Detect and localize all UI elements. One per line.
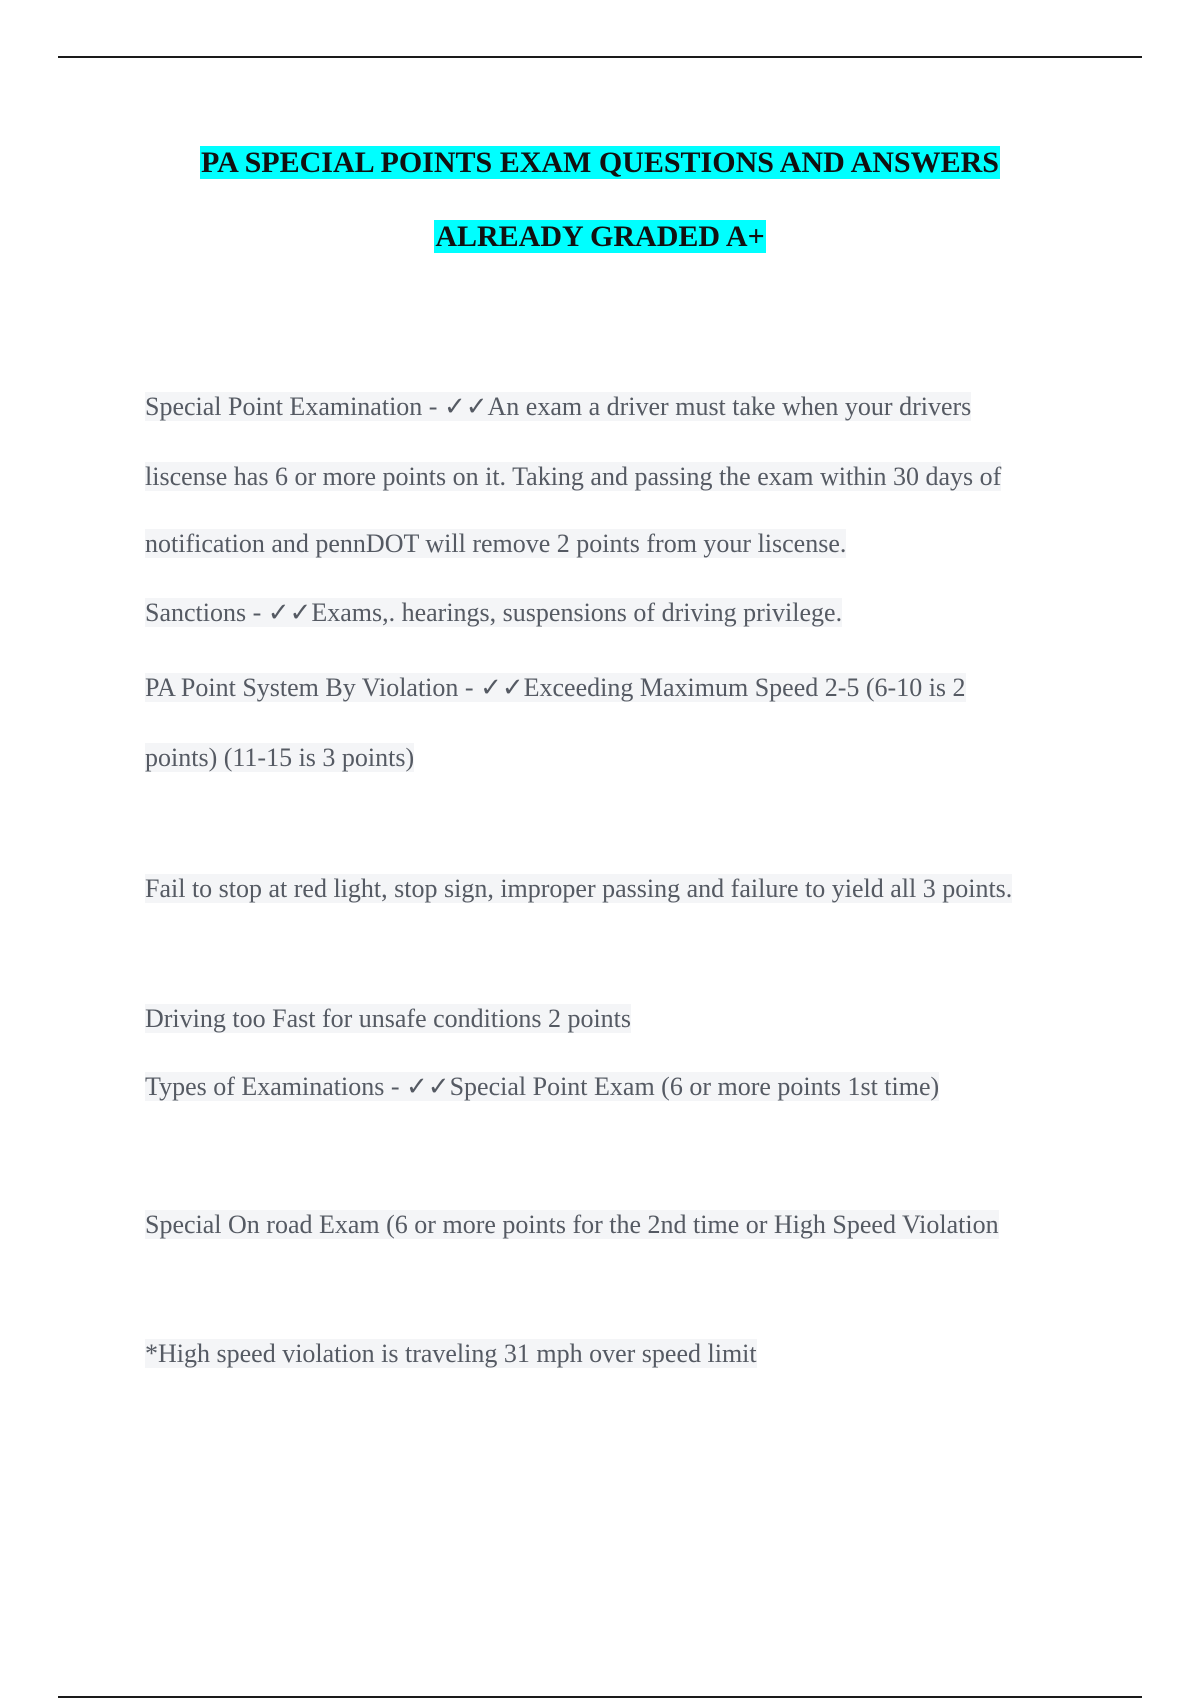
body-line-7 xyxy=(145,872,1012,906)
bottom-rule xyxy=(58,1696,1142,1698)
body-line-9-text: Types of Examinations - ✓✓Special Point Exam (6 or more points 1st time) xyxy=(145,1072,940,1101)
body-line-7-text: Fail to stop at red light, stop sign, improper passing and failure to yield all 3 points. xyxy=(145,874,1013,903)
body-line-8-text: Driving too Fast for unsafe conditions 2 points xyxy=(145,1004,632,1033)
body-line-1 xyxy=(145,390,971,424)
body-line-11-text: *High speed violation is traveling 31 mph over speed limit xyxy=(145,1339,757,1368)
document-title-line-1 xyxy=(0,144,1200,182)
body-line-6 xyxy=(145,741,414,775)
top-rule xyxy=(58,56,1142,58)
body-line-10-text: Special On road Exam (6 or more points for the 2nd time or High Speed Violation xyxy=(145,1210,999,1239)
body-line-5-text: PA Point System By Violation - ✓✓Exceeding Maximum Speed 2-5 (6-10 is 2 xyxy=(145,673,966,702)
body-line-2 xyxy=(145,460,1001,494)
body-line-9 xyxy=(145,1070,939,1104)
body-line-3 xyxy=(145,527,846,561)
body-line-11 xyxy=(145,1337,757,1371)
body-line-3-text: notification and pennDOT will remove 2 points from your liscense. xyxy=(145,529,847,558)
body-line-8 xyxy=(145,1002,631,1036)
title-line-2-text: ALREADY GRADED A+ xyxy=(435,220,765,253)
body-line-1-text: Special Point Examination - ✓✓An exam a driver must take when your drivers xyxy=(145,392,972,421)
body-line-4 xyxy=(145,596,842,630)
body-line-5 xyxy=(145,671,966,705)
body-line-2-text: liscense has 6 or more points on it. Taking and passing the exam within 30 days of xyxy=(145,462,1002,491)
title-line-1-text: PA SPECIAL POINTS EXAM QUESTIONS AND ANSWERS xyxy=(201,146,999,179)
body-line-4-text: Sanctions - ✓✓Exams,. hearings, suspensions of driving privilege. xyxy=(145,598,843,627)
body-line-6-text: points) (11-15 is 3 points) xyxy=(145,743,415,772)
document-title-line-2 xyxy=(0,218,1200,256)
body-line-10 xyxy=(145,1208,999,1242)
